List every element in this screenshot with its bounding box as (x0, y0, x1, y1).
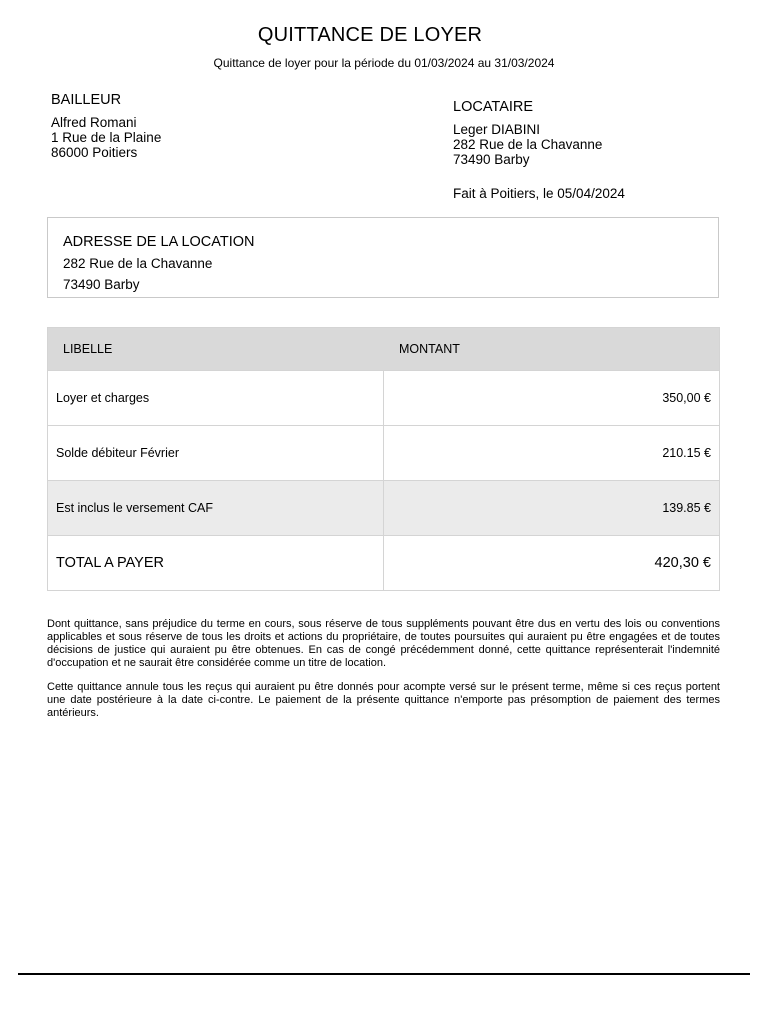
rental-address-box (47, 217, 719, 298)
row-libelle: Est inclus le versement CAF (48, 481, 384, 535)
locataire-label: LOCATAIRE (453, 99, 534, 115)
rental-address-line1: 282 Rue de la Chavanne (63, 256, 213, 271)
table-row (48, 480, 719, 535)
amounts-table (47, 327, 720, 591)
locataire-address-line2: 73490 Barby (453, 152, 530, 167)
legal-paragraph-2: Cette quittance annule tous les reçus qui auraient pu être donnés pour acompte versé sur le présent terme, même si ces reçus portent une date postérieure à la date ci-contre. Le paiement de la présente quittance n'emporte pas présomption de paiement des termes antérieurs. (47, 681, 720, 719)
locataire-address-line1: 282 Rue de la Chavanne (453, 137, 603, 152)
legal-paragraph-1: Dont quittance, sans préjudice du terme en cours, sous réserve de tous suppléments pouvant être dus en vertu des lois ou conventions applicables et sous réserve de tous les droits et actions du propriétaire, de toutes poursuites qui auraient pu être engagées et de toutes décisions de justice qui auraient pu être obtenues. En cas de congé précédemment donné, cette quittance représenterait l'indemnité d'occupation et ne saurait être considérée comme un titre de location. (47, 618, 720, 669)
table-row (48, 425, 719, 480)
period-subtitle: Quittance de loyer pour la période du 01/03/2024 au 31/03/2024 (213, 56, 555, 70)
bailleur-label: BAILLEUR (51, 92, 122, 108)
rental-address-line2: 73490 Barby (63, 277, 140, 292)
total-label: TOTAL A PAYER (48, 536, 384, 590)
document-title: QUITTANCE DE LOYER (257, 24, 483, 46)
table-row (48, 370, 719, 425)
row-libelle: Solde débiteur Février (48, 426, 384, 480)
row-libelle: Loyer et charges (48, 371, 384, 425)
bailleur-block (51, 92, 161, 160)
column-header-libelle: LIBELLE (63, 342, 113, 356)
bailleur-address-line1: 1 Rue de la Plaine (51, 130, 162, 145)
rental-address-label: ADRESSE DE LA LOCATION (63, 234, 255, 250)
table-header-row (48, 328, 719, 370)
locataire-block (453, 99, 602, 167)
bailleur-name: Alfred Romani (51, 115, 137, 130)
row-montant: 210.15 € (662, 446, 711, 460)
locataire-name: Leger DIABINI (453, 122, 541, 137)
row-montant: 139.85 € (662, 501, 711, 515)
row-montant: 350,00 € (662, 391, 711, 405)
place-date: Fait à Poitiers, le 05/04/2024 (453, 186, 625, 201)
bailleur-address-line2: 86000 Poitiers (51, 145, 138, 160)
total-amount: 420,30 € (654, 555, 711, 571)
column-header-montant: MONTANT (399, 342, 460, 356)
footer-divider (18, 973, 750, 975)
total-row (48, 535, 719, 590)
